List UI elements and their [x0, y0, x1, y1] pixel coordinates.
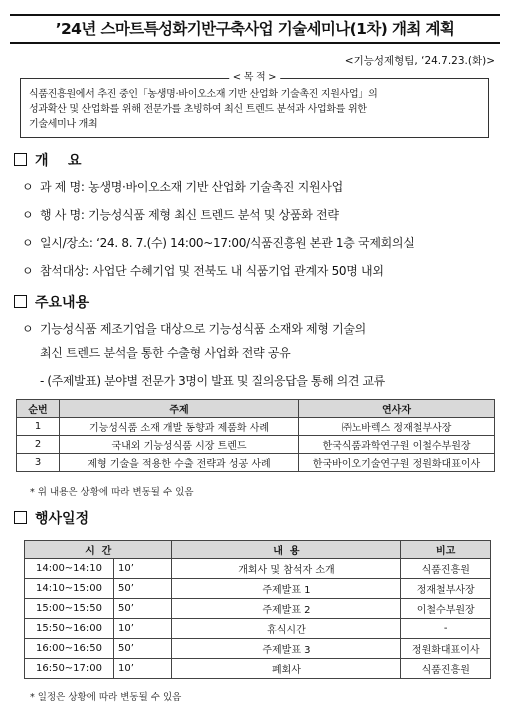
purpose-line-3: 기술세미나 개최 [29, 119, 98, 130]
table-row: 16:00~16:50 50’ 주제발표 3 정원화대표이사 [25, 639, 491, 659]
schedule-table [24, 540, 491, 679]
table-row: 14:10~15:00 50’ 주제발표 1 정재철부사장 [25, 579, 491, 599]
main-content-sub: - (주제발표) 분야별 전문가 3명이 발표 및 질의응답을 통해 의견 교류 [40, 374, 385, 388]
department-date: <기능성제형팀, ‘24.7.23.(화)> [344, 55, 495, 67]
bullet-mark: ㅇ [22, 180, 34, 194]
table-row: 1 기능성식품 소재 개발 동향과 제품화 사례 ㈜노바렉스 정재철부사장 [17, 418, 495, 436]
overview-item: ㅇ 행 사 명: 기능성식품 제형 최신 트렌드 분석 및 상품화 전략 [22, 208, 339, 222]
overview-item: ㅇ 참석대상: 사업단 수혜기업 및 전북도 내 식품기업 관계자 50명 내외 [22, 264, 384, 278]
bullet-mark: ㅇ [22, 322, 34, 336]
bullet-mark: ㅇ [22, 236, 34, 250]
bullet-mark: ㅇ [22, 208, 34, 222]
section-schedule [14, 508, 89, 528]
table-note: * 위 내용은 상황에 따라 변동될 수 있음 [30, 487, 194, 498]
section-schedule-heading: 행사일정 [35, 511, 90, 527]
section-main-heading: 주요내용 [35, 295, 90, 311]
table-row: 3 제형 기술을 적용한 수출 전략과 성공 사례 한국바이오기술연구원 정원화대표이사 [17, 454, 495, 472]
table-row: 2 국내외 기능성식품 시장 트렌드 한국식품과학연구원 이철수부원장 [17, 436, 495, 454]
table-row: 16:50~17:00 10’ 폐회사 식품진흥원 [25, 659, 491, 679]
main-content-item-cont: 최신 트렌드 분석을 통한 수출형 사업화 전략 공유 [40, 346, 291, 360]
purpose-label: < 목 적 > [229, 71, 281, 85]
section-box-icon [14, 511, 27, 524]
purpose-box [20, 72, 489, 138]
table-header-row: 순번 주제 연사자 [17, 400, 495, 418]
section-overview [14, 150, 82, 170]
purpose-line-1: 식품진흥원에서 추진 중인「농생명·바이오소재 기반 산업화 기술촉진 지원사업」의 [29, 89, 378, 100]
bullet-mark: ㅇ [22, 264, 34, 278]
overview-item: ㅇ 일시/장소: ‘24. 8. 7.(수) 14:00~17:00/식품진흥원 본관 1층 국제회의실 [22, 236, 415, 250]
table-row: 15:00~15:50 50’ 주제발표 2 이철수부원장 [25, 599, 491, 619]
table-header-row: 시 간 내 용 비고 [25, 541, 491, 559]
table-row: 15:50~16:00 10’ 휴식시간 - [25, 619, 491, 639]
section-main-content [14, 292, 89, 312]
section-overview-heading: 개 요 [35, 153, 82, 169]
overview-item: ㅇ 과 제 명: 농생명·바이오소재 기반 산업화 기술촉진 지원사업 [22, 180, 343, 194]
purpose-line-2: 성과확산 및 산업화를 위해 전문가를 초빙하여 최신 트렌드 분석과 사업화를 위한 [29, 104, 367, 115]
table-row: 14:00~14:10 10’ 개회사 및 참석자 소개 식품진흥원 [25, 559, 491, 579]
schedule-note: * 일정은 상황에 따라 변동될 수 있음 [30, 692, 182, 703]
section-box-icon [14, 153, 27, 166]
speaker-table [16, 399, 495, 472]
main-content-item: ㅇ 기능성식품 제조기업을 대상으로 기능성식품 소재와 제형 기술의 [22, 322, 366, 336]
document-title: ’24년 스마트특성화기반구축사업 기술세미나(1차) 개최 계획 [10, 14, 500, 44]
section-box-icon [14, 295, 27, 308]
